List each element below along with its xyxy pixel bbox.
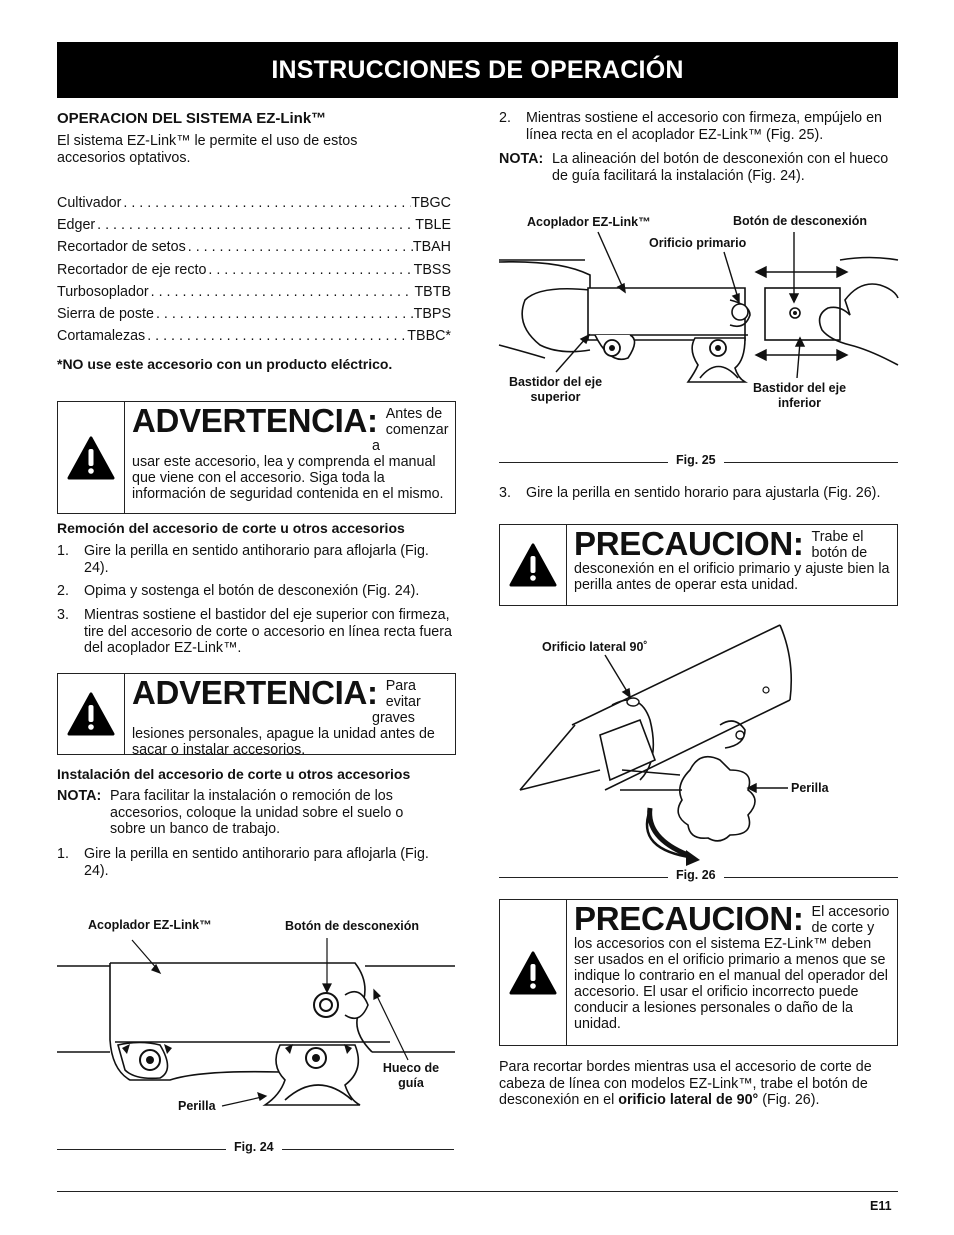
accessory-code: TBLE [415,217,451,233]
warning-side-text: Antes de comenzar a [372,406,449,454]
accessory-name: Cortamalezas [57,328,146,344]
page-number: E11 [870,1199,892,1213]
fig24-label-button: Botón de desconexión [285,919,420,933]
caution-box-2 [499,899,898,1046]
section-title: OPERACION DEL SISTEMA EZ-Link™ [57,110,327,127]
removal-step-3: 3. Mientras sostiene el bastidor del eje superior con firmeza, tire del accesorio de corte o accesorio en línea recta fuera del acoplador EZ-Link™. [57,607,452,656]
fig24-label-coupler: Acoplador EZ-Link™ [88,918,212,932]
accessory-code: TBBC* [407,328,451,344]
fig24-label-knob: Perilla [178,1099,216,1113]
accessory-name: Recortador de eje recto [57,262,207,278]
removal-title: Remoción del accesorio de corte u otros accesorios [57,520,405,536]
warning-triangle-icon [500,900,567,1045]
install-title: Instalación del accesorio de corte u otros accesorios [57,766,411,782]
fig25-label-upper: Bastidor del eje superior [508,375,603,404]
alignment-note: NOTA: La alineación del botón de desconexión con el hueco de guía facilitará la instalación (Fig. 24). [499,151,889,184]
install-step-3: 3. Gire la perilla en sentido horario para ajustarla (Fig. 26). [499,485,881,501]
accessory-code: TBPS [413,306,451,322]
removal-step-1: 1. Gire la perilla en sentido antihorario para aflojarla (Fig. 24). [57,543,429,576]
footer-rule [57,1191,898,1192]
install-step-2: 2. Mientras sostiene el accesorio con firmeza, empújelo en línea recta en el acoplador EZ-Link™ (Fig. 25). [499,110,883,143]
accessory-name: Sierra de poste [57,306,154,322]
warning-body: usar este accesorio, lea y comprenda el manual que viene con el accesorio. Siga toda la información de seguridad contenida en el mismo. [132,454,444,502]
fig25-label-button: Botón de desconexión [733,214,868,228]
removal-step-2: 2. Opima y sostenga el botón de desconexión (Fig. 24). [57,583,420,599]
warning-title: ADVERTENCIA: [132,402,378,439]
install-step-1: 1. Gire la perilla en sentido antihorario para aflojarla (Fig. 24). [57,846,429,879]
intro-text: El sistema EZ-Link™ le permite el uso de estos accesorios optativos. [57,133,358,166]
caution-side-text: El accesorio de corte y [811,904,890,936]
accessory-name: Cultivador [57,195,122,211]
final-paragraph: Para recortar bordes mientras usa el accesorio de corte de cabeza de línea con modelos EZ-Link™, trabe el botón de desconexión en el orificio lateral de 90° (Fig. 26). [499,1059,872,1108]
accessory-name: Edger [57,217,96,233]
fig25-label-primary: Orificio primario [649,236,747,250]
accessory-code: TBGC [411,195,451,211]
accessory-code: TBAH [412,239,451,255]
fig25-label-coupler: Acoplador EZ-Link™ [527,215,651,229]
caution-title: PRECAUCION: [574,900,804,937]
install-note: NOTA: Para facilitar la instalación o remoción de los accesorios, coloque la unidad sobre el suelo o sobre un banco de trabajo. [57,788,404,837]
caution-body: desconexión en el orificio primario y ajuste bien la perilla antes de operar esta unidad. [574,561,890,593]
fig26-caption: Fig. 26 [668,868,724,882]
warning-side-text: Para evitar graves [372,678,421,726]
fig24-label-guide: Hueco de guía [382,1061,440,1090]
fig26-label-lateral: Orificio lateral 90˚ [542,640,648,654]
caution-title: PRECAUCION: [574,525,804,562]
warning-body: lesiones personales, apague la unidad antes de sacar o instalar accesorios. [132,726,435,758]
fig25-caption: Fig. 25 [668,453,724,467]
accessory-name: Turbosoplador [57,284,149,300]
accessory-code: TBSS [413,262,451,278]
accessory-name: Recortador de setos [57,239,186,255]
warning-title: ADVERTENCIA: [132,674,378,711]
caution-side-text: Trabe el botón de [811,529,868,561]
accessory-code: TBTB [414,284,451,300]
fig25-label-lower: Bastidor del eje inferior [752,381,847,410]
footnote: *NO use este accesorio con un producto eléctrico. [57,356,393,372]
fig26-label-knob: Perilla [791,781,829,795]
section-header: INSTRUCCIONES DE OPERACIÓN [57,42,898,98]
fig24-caption: Fig. 24 [226,1140,282,1154]
caution-body: los accesorios con el sistema EZ-Link™ deben ser usados en el orificio primario a menos que se indique lo contrario en el manual del operador del accesorio. El usar el orificio incorrecto puede conducir a lesiones personales o daño de la unidad. [574,936,888,1032]
